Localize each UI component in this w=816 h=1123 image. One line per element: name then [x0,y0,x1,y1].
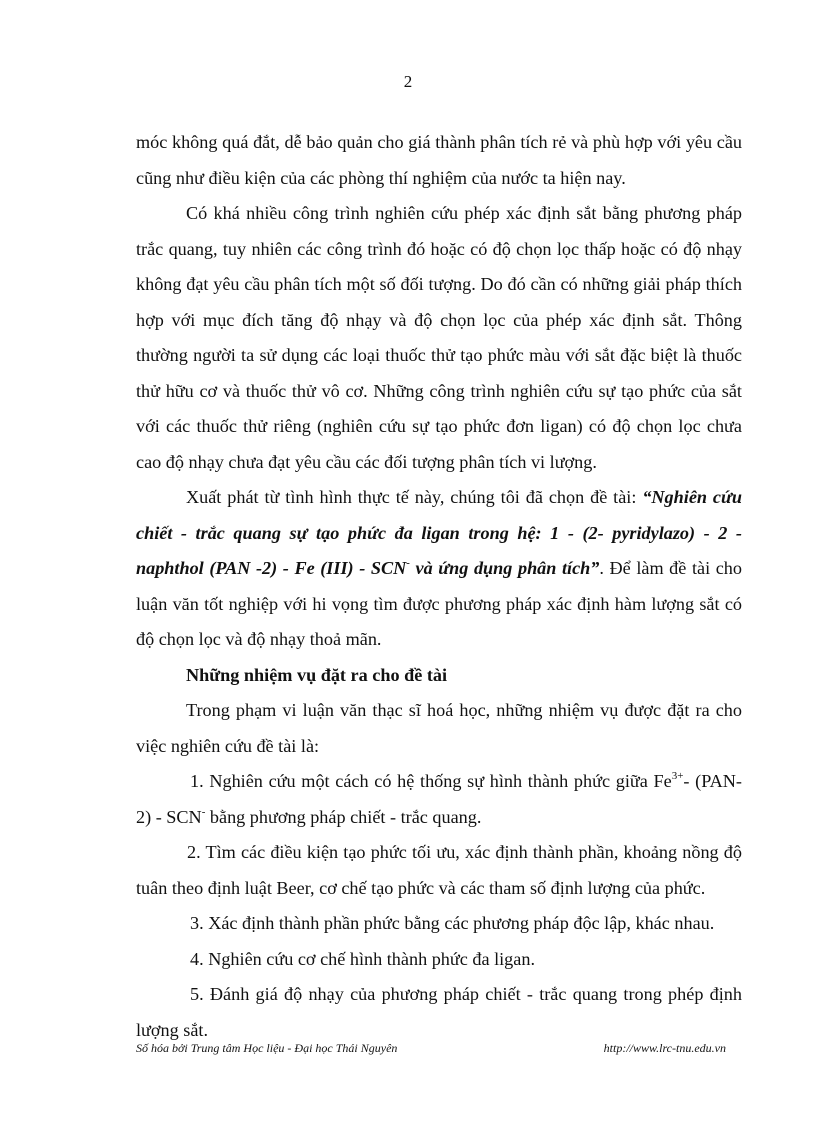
task-item-3: 3. Xác định thành phần phức bằng các phương pháp độc lập, khác nhau. [190,913,715,933]
task-item-1 [136,764,742,835]
paragraph-thesis-topic [136,480,742,658]
task-1-text-b: - (PAN- 2) - SCN [136,771,742,827]
task-item-5: 5. Đánh giá độ nhạy của phương pháp chiết - trắc quang trong phép định lượng sắt. [136,984,742,1040]
task-1-text-a: 1. Nghiên cứu một cách có hệ thống sự hình thành phức giữa Fe [190,771,672,791]
footer-url-link[interactable]: http://www.lrc-tnu.edu.vn [603,1041,726,1055]
section-heading-tasks: Những nhiệm vụ đặt ra cho đề tài [186,664,448,685]
thiocyanate-charge-sup-2: - [201,805,206,818]
thesis-title-main: “Nghiên cứu chiết - trắc quang sự tạo phức đa ligan trong hệ: 1 - (2- pyridylazo) - 2 - naphthol (PAN -2) - Fe (III) - SCN [136,487,742,578]
thesis-title-end: và ứng dụng phân tích” [409,558,600,578]
paragraph-tasks-intro: Trong phạm vi luận văn thạc sĩ hoá học, những nhiệm vụ được đặt ra cho việc nghiên cứu đề tài là: [136,700,742,756]
paragraph-research-overview: Có khá nhiều công trình nghiên cứu phép xác định sắt bằng phương pháp trắc quang, tuy nhiên các công trình đó hoặc có độ chọn lọc thấp hoặc có độ nhạy không đạt yêu cầu phân tích một số đối tượng. Do đó cần có những giải pháp thích hợp với mục đích tăng độ nhạy và độ chọn lọc của phép xác định sắt. Thông thường người ta sử dụng các loại thuốc thử tạo phức màu với sắt đặc biệt là thuốc thử hữu cơ và thuốc thử vô cơ. Những công trình nghiên cứu sự tạo phức của sắt với các thuốc thử riêng (nghiên cứu sự tạo phức đơn ligan) có độ chọn lọc chưa cao độ nhạy chưa đạt yêu cầu các đối tượng phân tích vi lượng. [136,203,742,472]
topic-purpose-text: . Để làm đề tài cho luận văn tốt nghiệp với hi vọng tìm được phương pháp xác định hàm lượng sắt có độ chọn lọc và độ nhạy thoả mãn. [136,558,742,649]
page-number: 2 [403,72,413,91]
page-footer [136,1041,726,1056]
footer-credit: Số hóa bởi Trung tâm Học liệu - Đại học Thái Nguyên [136,1041,398,1055]
iron-charge-sup: 3+ [671,770,684,782]
document-body [136,125,742,1048]
topic-intro-text: Xuất phát từ tình hình thực tế này, chúng tôi đã chọn đề tài: [186,487,643,507]
paragraph-continuation: móc không quá đắt, dễ bảo quản cho giá thành phân tích rẻ và phù hợp với yêu cầu cũng như điều kiện của các phòng thí nghiệm của nước ta hiện nay. [136,132,742,188]
task-1-text-c: bằng phương pháp chiết - trắc quang. [205,806,482,827]
thiocyanate-charge-sup: - [406,557,410,569]
task-item-2: 2. Tìm các điều kiện tạo phức tối ưu, xác định thành phần, khoảng nồng độ tuân theo định luật Beer, cơ chế tạo phức và các tham số định lượng của phức. [136,842,742,898]
task-item-4: 4. Nghiên cứu cơ chế hình thành phức đa ligan. [190,948,535,969]
